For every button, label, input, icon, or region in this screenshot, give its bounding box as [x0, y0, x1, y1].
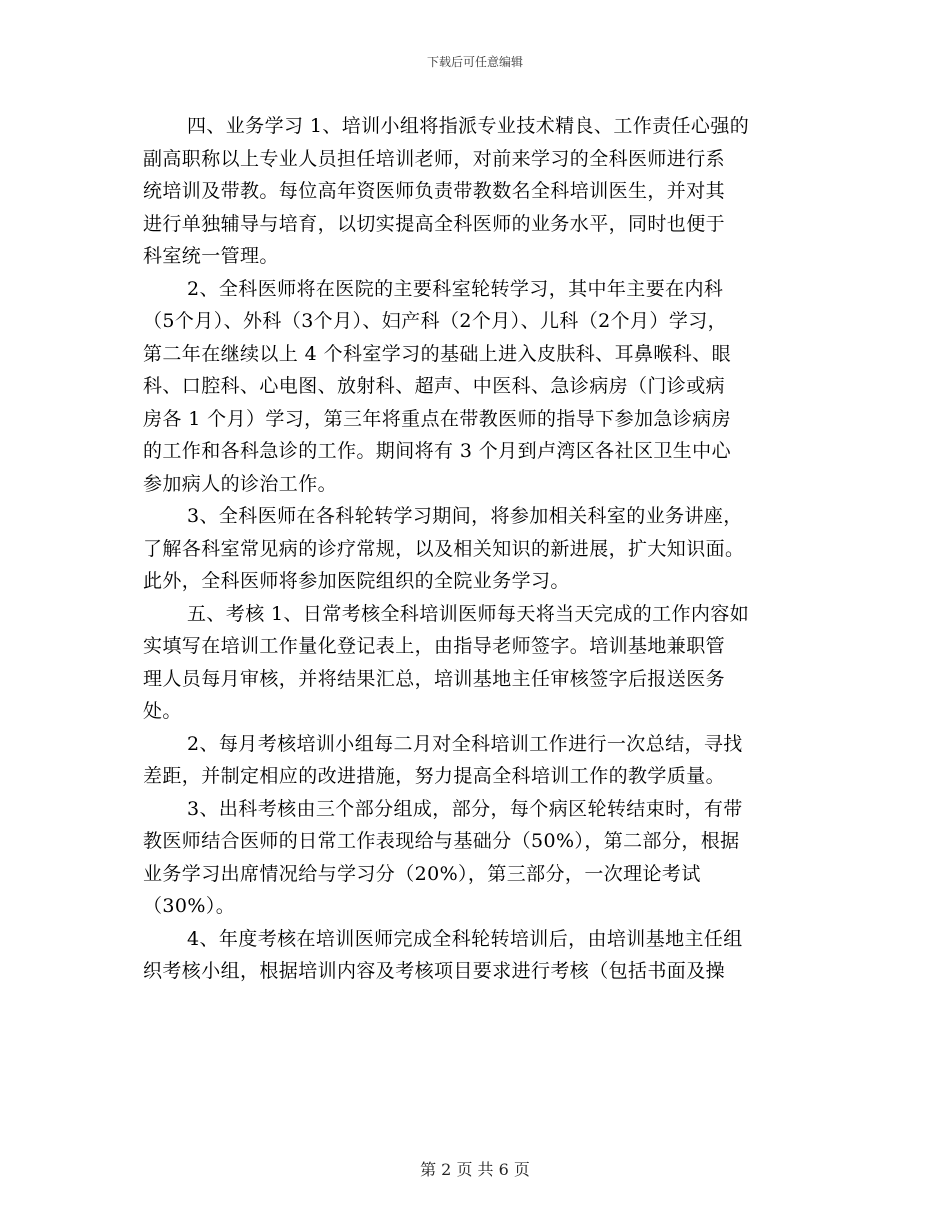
text-line: 业务学习出席情况给与学习分（20%），第三部分，一次理论考试	[143, 862, 701, 885]
page-footer: 第 2 页 共 6 页	[420, 1160, 530, 1179]
text-line: （5个月）、外科（3个月）、妇产科（2个月）、儿科（2个月）学习，	[143, 310, 728, 332]
paragraph-assessment	[143, 598, 813, 728]
text-line: 副高职称以上专业人员担任培训老师，对前来学习的全科医师进行系	[143, 147, 726, 170]
paragraph-lectures	[143, 500, 813, 598]
text-line: 了解各科室常见病的诊疗常规，以及相关知识的新进展，扩大知识面。	[143, 537, 745, 560]
text-line: 2、每月考核培训小组每二月对全科培训工作进行一次总结，寻找	[187, 732, 743, 755]
text-line: 织考核小组，根据培训内容及考核项目要求进行考核（包括书面及操	[143, 960, 726, 982]
text-line: 统培训及带教。每位高年资医师负责带教数名全科培训医生，并对其	[143, 180, 726, 202]
paragraph-annual-assessment	[143, 923, 813, 988]
text-line: 处。	[143, 700, 182, 722]
paragraph-rotation	[143, 273, 813, 501]
text-line: 2、全科医师将在医院的主要科室轮转学习，其中年主要在内科	[187, 277, 724, 300]
text-line: 五、考核 1、日常考核全科培训医师每天将当天完成的工作内容如	[187, 602, 750, 625]
text-line: （30%）。	[143, 895, 236, 917]
text-line: 差距，并制定相应的改进措施，努力提高全科培训工作的教学质量。	[143, 765, 726, 787]
text-line: 此外，全科医师将参加医院组织的全院业务学习。	[143, 570, 570, 592]
text-line: 科室统一管理。	[143, 245, 279, 267]
text-line: 4、年度考核在培训医师完成全科轮转培训后，由培训基地主任组	[187, 927, 743, 950]
paragraph-business-study	[143, 110, 813, 273]
paragraph-department-exit-assessment	[143, 793, 813, 923]
text-line: 科、口腔科、心电图、放射科、超声、中医科、急诊病房（门诊或病	[143, 375, 726, 397]
text-line: 理人员每月审核，并将结果汇总，培训基地主任审核签字后报送医务	[143, 667, 726, 690]
text-line: 实填写在培训工作量化登记表上，由指导老师签字。培训基地兼职管	[143, 635, 726, 657]
text-line: 四、业务学习 1、培训小组将指派专业技术精良、工作责任心强的	[187, 115, 750, 137]
document-body	[143, 110, 813, 988]
text-line: 第二年在继续以上 4 个科室学习的基础上进入皮肤科、耳鼻喉科、眼	[143, 342, 731, 365]
paragraph-monthly-assessment	[143, 728, 813, 793]
text-line: 3、出科考核由三个部分组成，部分，每个病区轮转结束时，有带	[187, 797, 743, 820]
text-line: 3、全科医师在各科轮转学习期间，将参加相关科室的业务讲座，	[187, 505, 743, 527]
page-header: 下载后可任意编辑	[426, 55, 523, 69]
text-line: 房各 1 个月）学习，第三年将重点在带教医师的指导下参加急诊病房	[143, 407, 731, 430]
text-line: 的工作和各科急诊的工作。期间将有 3 个月到卢湾区各社区卫生中心	[143, 440, 731, 462]
text-line: 进行单独辅导与培育，以切实提高全科医师的业务水平，同时也便于	[143, 212, 726, 235]
text-line: 教医师结合医师的日常工作表现给与基础分（50%），第二部分，根据	[143, 830, 740, 852]
text-line: 参加病人的诊治工作。	[143, 472, 338, 495]
